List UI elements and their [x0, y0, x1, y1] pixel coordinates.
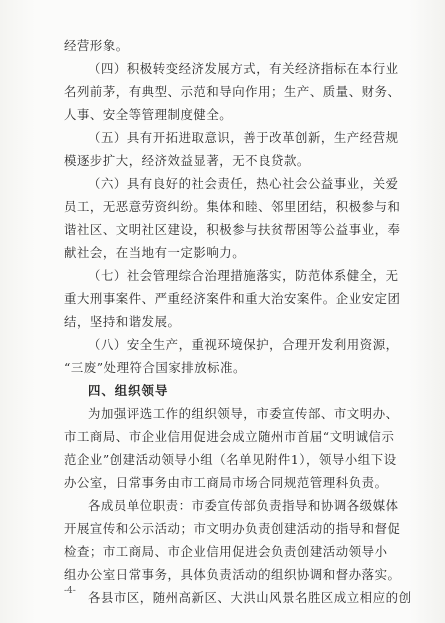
text-line: 检查；市工商局、市企业信用促进会负责创建活动领导小 — [64, 544, 388, 559]
text-line: 献社会，在当地有一定影响力。 — [64, 245, 246, 260]
text-line: 办公室，日常事务由市工商局市场合同规范管理科负责。 — [64, 475, 388, 490]
text-line: 结，坚持和谐发展。 — [64, 314, 181, 329]
page-number: -4- — [64, 586, 76, 596]
text-line: 谐社区、文明社区建设，积极参与扶贫帮困等公益事业，奉 — [64, 222, 401, 237]
text-line: 市工商局、市企业信用促进会成立随州市首届“文明诚信示 — [64, 429, 395, 444]
text-line: （六）具有良好的社会责任，热心社会公益事业，关爱 — [88, 176, 399, 191]
text-line: 重大刑事案件、严重经济案件和重大治安案件。企业安定团 — [64, 291, 401, 306]
text-line: （四）积极转变经济发展方式，有关经济指标在本行业 — [88, 61, 399, 76]
text-line: 范企业”创建活动领导小组（名单见附件1），领导小组下设 — [64, 452, 397, 467]
text-line: 组办公室日常事务，具体负责活动的组织协调和督办落实。 — [64, 567, 401, 582]
text-line: 为加强评选工作的组织领导，市委宣传部、市文明办、 — [88, 406, 399, 421]
section-heading: 四、组织领导 — [88, 383, 169, 398]
text-line: 开展宣传和公示活动；市文明办负责创建活动的指导和督促 — [64, 521, 401, 536]
text-line: 经营形象。 — [64, 38, 129, 53]
text-line: （七）社会管理综合治理措施落实，防范体系健全，无 — [88, 268, 399, 283]
text-line: （八）安全生产，重视环境保护，合理开发利用资源， — [88, 337, 399, 352]
text-line: 员工，无恶意劳资纠纷。集体和睦、邻里团结，积极参与和 — [64, 199, 401, 214]
text-line: 各成员单位职责：市委宣传部负责指导和协调各级媒体 — [88, 498, 399, 513]
text-line: “三废”处理符合国家排放标准。 — [64, 360, 246, 375]
text-line: 人事、安全等管理制度健全。 — [64, 107, 233, 122]
text-line: 各县市区，随州高新区、大洪山风景名胜区成立相应的创 — [88, 590, 412, 605]
text-line: 模逐步扩大，经济效益显著，无不良贷款。 — [64, 153, 310, 168]
text-line: 名列前茅，有典型、示范和导向作用；生产、质量、财务、 — [64, 84, 401, 99]
text-line: （五）具有开拓进取意识，善于改革创新，生产经营规 — [88, 130, 399, 145]
